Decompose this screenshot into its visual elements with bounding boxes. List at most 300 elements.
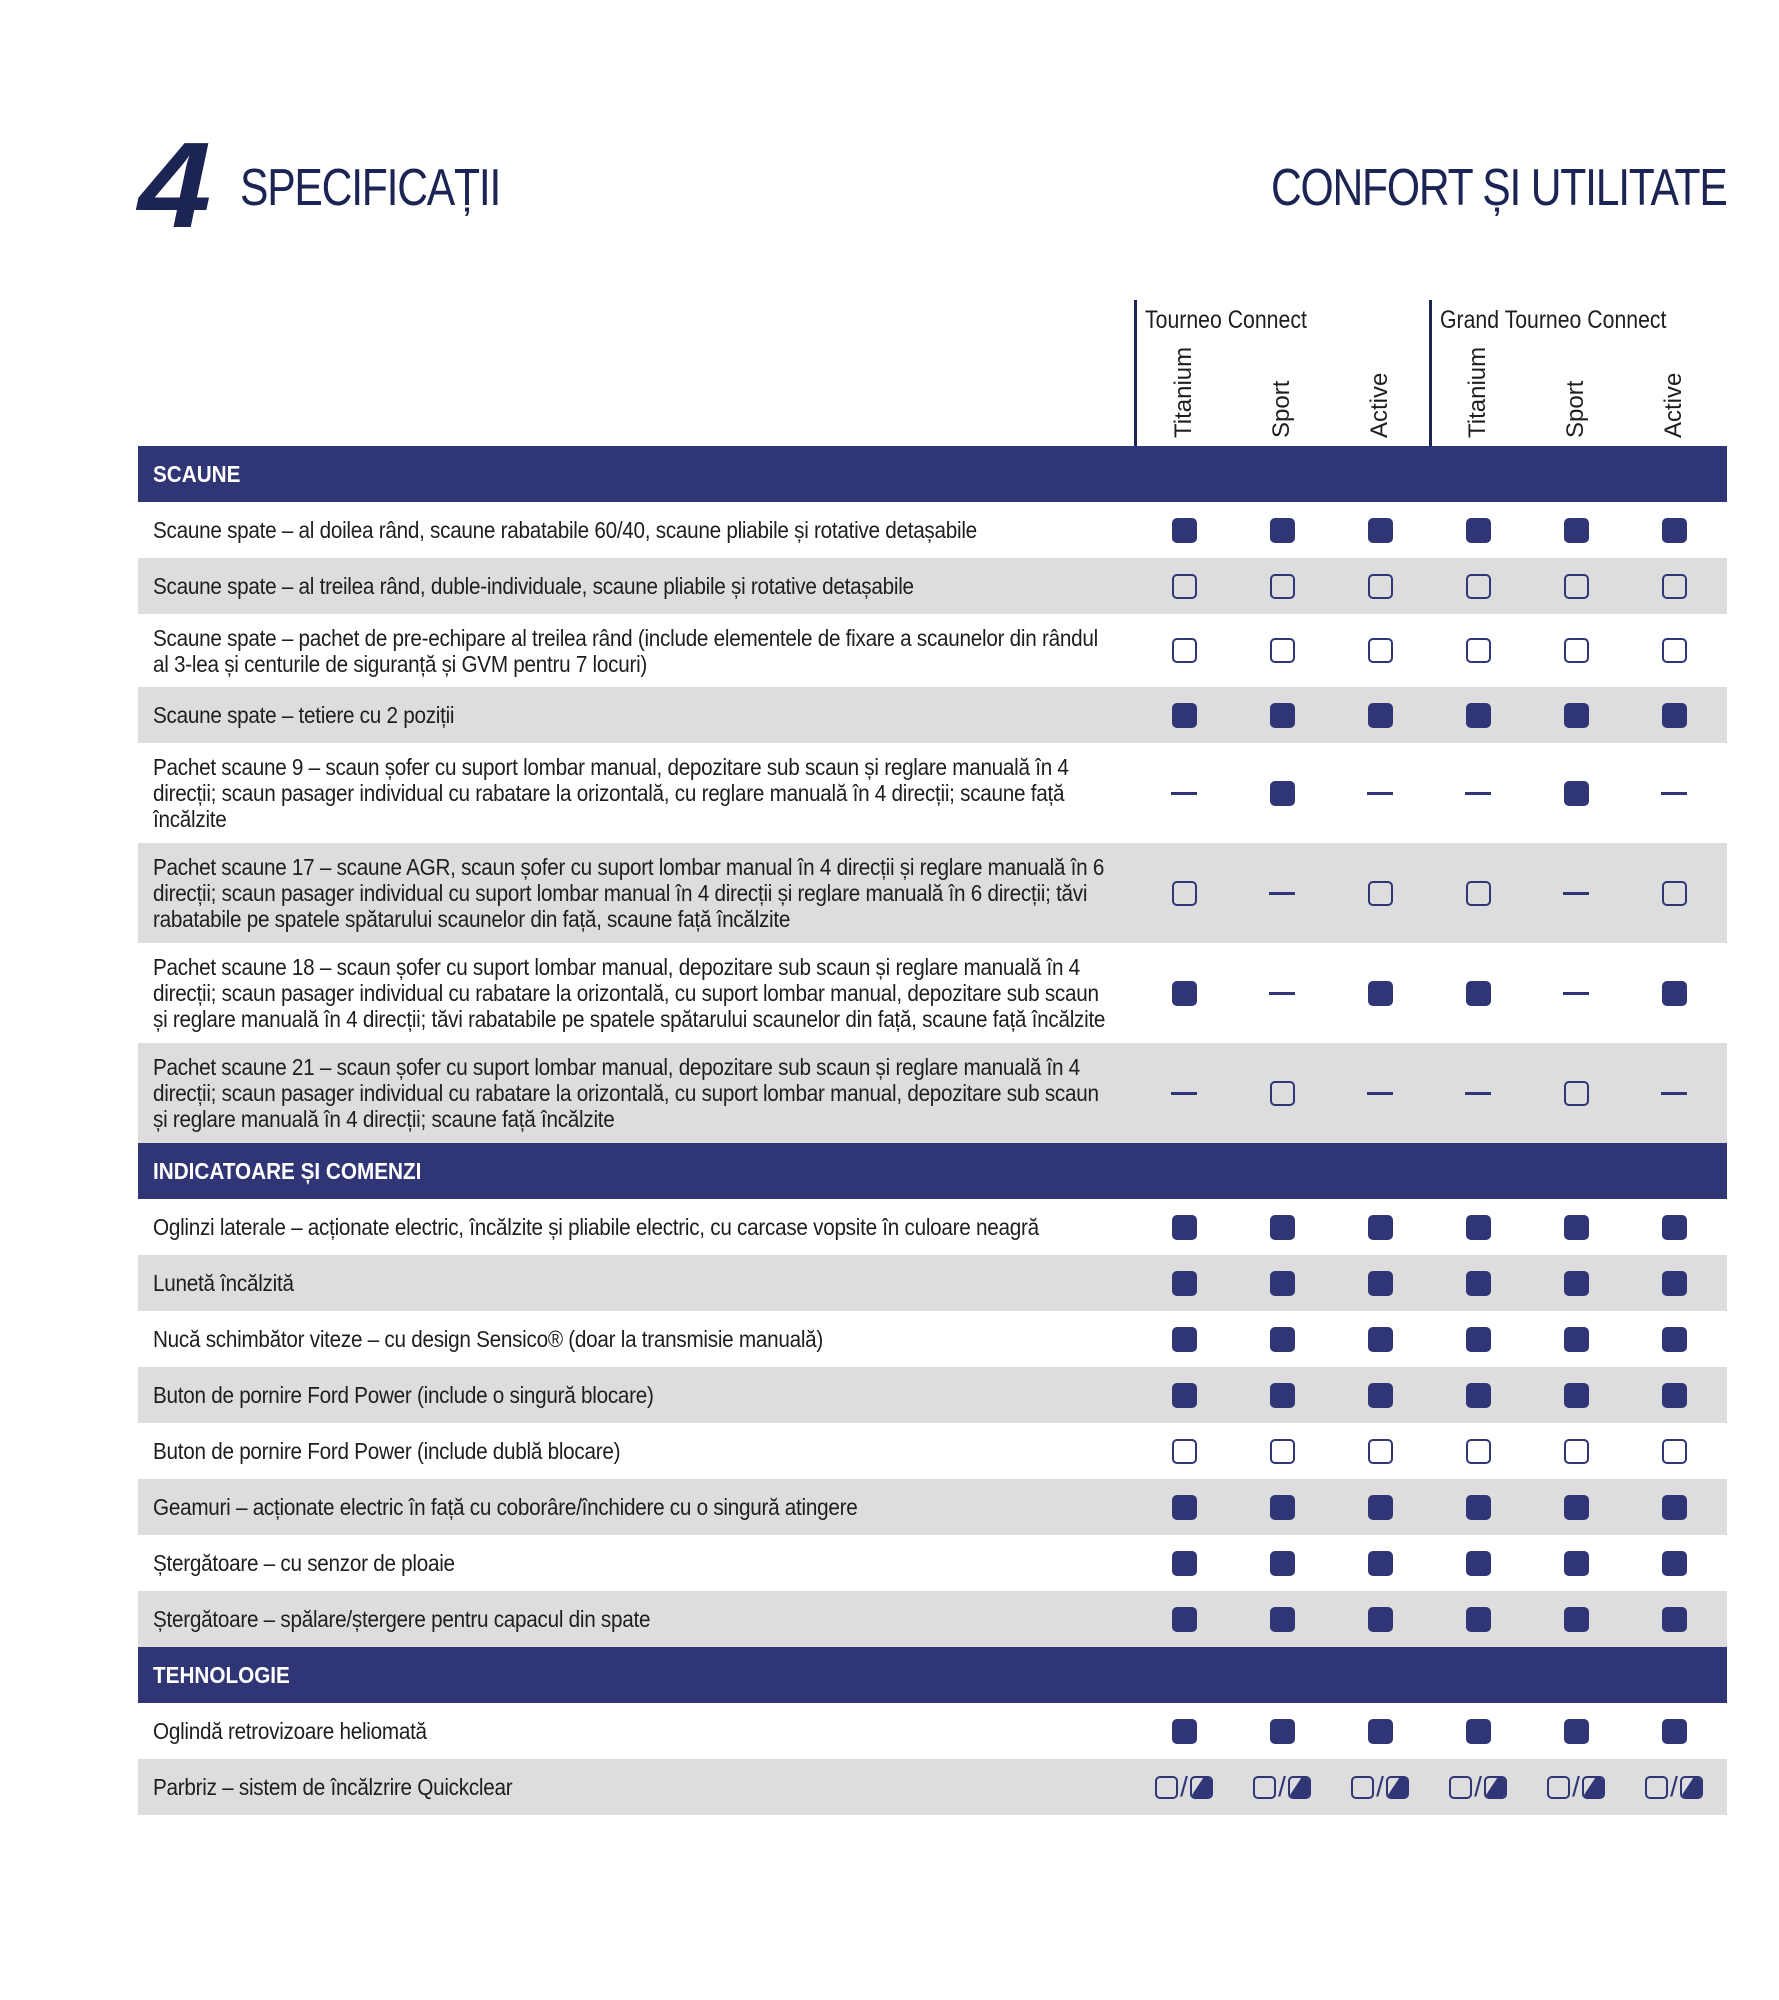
availability-cell — [1154, 1716, 1214, 1746]
availability-cell — [1644, 1716, 1704, 1746]
slash-separator: / — [1278, 1771, 1286, 1802]
optional-icon — [1270, 574, 1295, 599]
availability-cell — [1252, 1324, 1312, 1354]
availability-cell — [1448, 1772, 1508, 1802]
availability-cell — [1350, 700, 1410, 730]
optional-icon — [1564, 574, 1589, 599]
optional-icon — [1351, 1776, 1374, 1799]
standard-icon — [1466, 981, 1491, 1006]
standard-icon — [1564, 781, 1589, 806]
feature-text: Nucă schimbător viteze – cu design Sensico® (doar la transmisie manuală) — [153, 1326, 824, 1352]
feature-label — [153, 754, 1113, 832]
availability-cell — [1448, 778, 1508, 808]
section-title: INDICATOARE ȘI COMENZI — [153, 1158, 422, 1184]
feature-text: Scaune spate – pachet de pre-echipare al treilea rând (include elementele de fixare a scaunelor din rândul al 3-lea și centurile de siguranță și GVM pentru 7 locuri) — [153, 624, 1098, 677]
standard-icon — [1270, 781, 1295, 806]
standard-icon — [1466, 1271, 1491, 1296]
availability-cell — [1154, 778, 1214, 808]
standard-icon — [1172, 518, 1197, 543]
standard-icon — [1662, 981, 1687, 1006]
section-title: SCAUNE — [153, 461, 241, 487]
feature-label — [153, 1214, 1113, 1240]
availability-cell — [1350, 778, 1410, 808]
feature-label — [153, 1382, 1113, 1408]
section-header — [138, 1143, 1727, 1199]
availability-cell — [1252, 636, 1312, 666]
availability-cell — [1644, 878, 1704, 908]
feature-text: Pachet scaune 18 – scaun șofer cu suport lombar manual, depozitare sub scaun și reglare manuală în 4 direcții; scaun pasager individual cu rabatare la orizontală, cu suport lombar manual, depozitare sub scaun și reglare manuală în 4 direcții; tăvi rabatabile pe spatele spătarului scaunelor din față, scaune față încălzite — [153, 954, 1106, 1032]
standard-icon — [1270, 1215, 1295, 1240]
standard-icon — [1368, 1607, 1393, 1632]
availability-cell — [1154, 878, 1214, 908]
standard-icon — [1368, 1551, 1393, 1576]
standard-icon — [1466, 518, 1491, 543]
standard-icon — [1662, 1607, 1687, 1632]
availability-cell — [1644, 1604, 1704, 1634]
not-available-icon — [1563, 992, 1589, 995]
section-header — [138, 1647, 1727, 1703]
availability-cell — [1546, 1548, 1606, 1578]
feature-text: Scaune spate – al doilea rând, scaune rabatabile 60/40, scaune pliabile și rotative detașabile — [153, 517, 977, 543]
standard-icon — [1662, 1271, 1687, 1296]
availability-cell — [1154, 1324, 1214, 1354]
standard-icon — [1270, 1495, 1295, 1520]
table-row — [138, 943, 1727, 1043]
feature-text: Lunetă încălzită — [153, 1270, 294, 1296]
optional-icon — [1270, 1439, 1295, 1464]
standard-icon — [1368, 1383, 1393, 1408]
standard-icon — [1662, 518, 1687, 543]
slash-separator: / — [1376, 1771, 1384, 1802]
standard-icon — [1368, 703, 1393, 728]
standard-icon — [1564, 1719, 1589, 1744]
standard-icon — [1662, 1719, 1687, 1744]
variant-header — [1164, 338, 1204, 438]
availability-cell — [1154, 1380, 1214, 1410]
availability-cell — [1154, 1268, 1214, 1298]
feature-text: Scaune spate – tetiere cu 2 poziții — [153, 702, 455, 728]
table-row — [138, 843, 1727, 943]
availability-cell — [1252, 1380, 1312, 1410]
availability-cell — [1448, 1436, 1508, 1466]
slash-separator: / — [1670, 1771, 1678, 1802]
standard-icon — [1368, 1495, 1393, 1520]
optional-icon — [1270, 638, 1295, 663]
variant-label: Active — [1660, 372, 1687, 438]
standard-icon — [1564, 1327, 1589, 1352]
feature-text: Pachet scaune 21 – scaun șofer cu suport lombar manual, depozitare sub scaun și reglare manuală în 4 direcții; scaun pasager individual cu rabatare la orizontală, cu suport lombar manual, depozitare sub scaun și reglare manuală în 4 direcții; scaune față încălzite — [153, 1054, 1099, 1132]
feature-label — [153, 1054, 1113, 1132]
availability-cell — [1350, 636, 1410, 666]
availability-cell — [1448, 1548, 1508, 1578]
availability-cell — [1644, 1324, 1704, 1354]
feature-label — [153, 573, 1113, 599]
availability-cell — [1448, 1380, 1508, 1410]
optional-icon — [1155, 1776, 1178, 1799]
feature-text: Oglindă retrovizoare heliomată — [153, 1718, 427, 1744]
availability-cell — [1448, 1604, 1508, 1634]
availability-cell — [1546, 1078, 1606, 1108]
standard-icon — [1368, 1327, 1393, 1352]
table-row — [138, 687, 1727, 743]
availability-cell — [1546, 778, 1606, 808]
standard-icon — [1662, 1327, 1687, 1352]
availability-cell — [1546, 571, 1606, 601]
availability-cell — [1154, 1078, 1214, 1108]
standard-icon — [1466, 1383, 1491, 1408]
half-filled-icon — [1190, 1776, 1213, 1799]
availability-cell — [1448, 1492, 1508, 1522]
availability-cell — [1350, 1492, 1410, 1522]
optional-icon — [1662, 574, 1687, 599]
feature-text: Pachet scaune 9 – scaun șofer cu suport lombar manual, depozitare sub scaun și reglare manuală în 4 direcții; scaun pasager individual cu rabatare la orizontală, cu reglare manuală în 4 direcții; scaune față încălzite — [153, 754, 1069, 832]
standard-icon — [1368, 1215, 1393, 1240]
availability-cell — [1546, 1212, 1606, 1242]
availability-cell — [1546, 1380, 1606, 1410]
not-available-icon — [1465, 1092, 1491, 1095]
standard-icon — [1466, 1495, 1491, 1520]
feature-text: Buton de pornire Ford Power (include dublă blocare) — [153, 1438, 621, 1464]
availability-cell — [1448, 1078, 1508, 1108]
half-filled-icon — [1484, 1776, 1507, 1799]
standard-icon — [1172, 1551, 1197, 1576]
optional-icon — [1466, 574, 1491, 599]
feature-text: Ștergătoare – spălare/ștergere pentru capacul din spate — [153, 1606, 651, 1632]
variant-label: Sport — [1268, 380, 1295, 438]
availability-cell — [1644, 1492, 1704, 1522]
variant-label: Active — [1366, 372, 1393, 438]
optional-standard-icon — [1547, 1773, 1605, 1801]
availability-cell — [1252, 1548, 1312, 1578]
standard-icon — [1172, 981, 1197, 1006]
optional-icon — [1564, 1081, 1589, 1106]
slash-separator: / — [1572, 1771, 1580, 1802]
optional-icon — [1368, 1439, 1393, 1464]
variant-header — [1556, 338, 1596, 438]
section-header — [138, 446, 1727, 502]
table-row — [138, 743, 1727, 843]
optional-icon — [1172, 638, 1197, 663]
availability-cell — [1350, 1772, 1410, 1802]
table-row — [138, 614, 1727, 687]
standard-icon — [1466, 1719, 1491, 1744]
feature-label — [153, 1438, 1113, 1464]
optional-standard-icon — [1351, 1773, 1409, 1801]
availability-cell — [1644, 1772, 1704, 1802]
standard-icon — [1564, 1495, 1589, 1520]
availability-cell — [1644, 636, 1704, 666]
availability-cell — [1350, 1548, 1410, 1578]
optional-standard-icon — [1645, 1773, 1703, 1801]
table-row — [138, 1759, 1727, 1815]
availability-cell — [1252, 1772, 1312, 1802]
not-available-icon — [1269, 992, 1295, 995]
availability-cell — [1644, 571, 1704, 601]
availability-cell — [1644, 1548, 1704, 1578]
optional-icon — [1564, 638, 1589, 663]
optional-icon — [1645, 1776, 1668, 1799]
availability-cell — [1644, 778, 1704, 808]
not-available-icon — [1171, 1092, 1197, 1095]
availability-cell — [1154, 978, 1214, 1008]
availability-cell — [1350, 1380, 1410, 1410]
variant-label: Titanium — [1464, 346, 1491, 438]
availability-cell — [1252, 1212, 1312, 1242]
feature-label — [153, 1270, 1113, 1296]
availability-cell — [1154, 1436, 1214, 1466]
optional-standard-icon — [1449, 1773, 1507, 1801]
availability-cell — [1448, 1716, 1508, 1746]
group-label: Tourneo Connect — [1145, 306, 1307, 334]
availability-cell — [1644, 1268, 1704, 1298]
table-row — [138, 1591, 1727, 1647]
standard-icon — [1172, 1271, 1197, 1296]
feature-text: Buton de pornire Ford Power (include o singură blocare) — [153, 1382, 654, 1408]
availability-cell — [1350, 978, 1410, 1008]
feature-label — [153, 1494, 1113, 1520]
availability-cell — [1154, 1604, 1214, 1634]
table-row — [138, 1535, 1727, 1591]
table-row — [138, 558, 1727, 614]
page-header — [138, 117, 1727, 253]
standard-icon — [1466, 703, 1491, 728]
feature-label — [153, 702, 1113, 728]
chapter-number: 4 — [138, 117, 207, 253]
optional-icon — [1368, 881, 1393, 906]
availability-cell — [1252, 1716, 1312, 1746]
optional-icon — [1466, 1439, 1491, 1464]
standard-icon — [1172, 1215, 1197, 1240]
availability-cell — [1252, 700, 1312, 730]
standard-icon — [1564, 1271, 1589, 1296]
optional-standard-icon — [1155, 1773, 1213, 1801]
availability-cell — [1350, 1436, 1410, 1466]
optional-icon — [1466, 881, 1491, 906]
availability-cell — [1252, 571, 1312, 601]
feature-label — [153, 1606, 1113, 1632]
not-available-icon — [1367, 792, 1393, 795]
availability-cell — [1644, 1436, 1704, 1466]
optional-icon — [1662, 1439, 1687, 1464]
availability-cell — [1154, 515, 1214, 545]
availability-cell — [1350, 1268, 1410, 1298]
standard-icon — [1662, 1495, 1687, 1520]
table-row — [138, 1199, 1727, 1255]
availability-cell — [1350, 1716, 1410, 1746]
availability-cell — [1448, 878, 1508, 908]
availability-cell — [1252, 778, 1312, 808]
variant-label: Sport — [1562, 380, 1589, 438]
availability-cell — [1154, 1772, 1214, 1802]
optional-icon — [1253, 1776, 1276, 1799]
standard-icon — [1270, 518, 1295, 543]
variant-label: Titanium — [1170, 346, 1197, 438]
standard-icon — [1662, 1383, 1687, 1408]
availability-cell — [1448, 700, 1508, 730]
optional-icon — [1368, 638, 1393, 663]
availability-cell — [1644, 1078, 1704, 1108]
variant-header — [1262, 338, 1302, 438]
availability-cell — [1644, 700, 1704, 730]
half-filled-icon — [1288, 1776, 1311, 1799]
not-available-icon — [1661, 1092, 1687, 1095]
optional-icon — [1662, 638, 1687, 663]
availability-cell — [1546, 1324, 1606, 1354]
standard-icon — [1270, 1383, 1295, 1408]
availability-cell — [1252, 1436, 1312, 1466]
availability-cell — [1644, 1380, 1704, 1410]
optional-icon — [1662, 881, 1687, 906]
standard-icon — [1368, 981, 1393, 1006]
feature-text: Parbriz – sistem de încălzrire Quickclear — [153, 1774, 513, 1800]
optional-icon — [1449, 1776, 1472, 1799]
page-subtitle: CONFORT ȘI UTILITATE — [1271, 159, 1727, 217]
availability-cell — [1252, 1492, 1312, 1522]
availability-cell — [1252, 1268, 1312, 1298]
standard-icon — [1466, 1607, 1491, 1632]
optional-icon — [1270, 1081, 1295, 1106]
optional-icon — [1564, 1439, 1589, 1464]
standard-icon — [1564, 703, 1589, 728]
standard-icon — [1172, 703, 1197, 728]
feature-label — [153, 1326, 1113, 1352]
availability-cell — [1154, 636, 1214, 666]
half-filled-icon — [1582, 1776, 1605, 1799]
table-body — [138, 446, 1727, 1815]
standard-icon — [1368, 1719, 1393, 1744]
feature-text: Pachet scaune 17 – scaune AGR, scaun șofer cu suport lombar manual în 4 direcții și reglare manuală în 6 direcții; scaun pasager individual cu suport lombar manual în 4 direcții și reglare manuală în 6 direcții; tăvi rabatabile pe spatele spătarului scaunelor din față, scaune față încălzite — [153, 854, 1105, 932]
standard-icon — [1564, 1215, 1589, 1240]
not-available-icon — [1171, 792, 1197, 795]
not-available-icon — [1367, 1092, 1393, 1095]
slash-separator: / — [1474, 1771, 1482, 1802]
availability-cell — [1546, 636, 1606, 666]
standard-icon — [1466, 1327, 1491, 1352]
standard-icon — [1662, 1215, 1687, 1240]
standard-icon — [1466, 1215, 1491, 1240]
table-row — [138, 1311, 1727, 1367]
availability-cell — [1154, 700, 1214, 730]
availability-cell — [1350, 1212, 1410, 1242]
variant-header — [1654, 338, 1694, 438]
feature-text: Geamuri – acționate electric în față cu coborâre/închidere cu o singură atingere — [153, 1494, 858, 1520]
table-row — [138, 1423, 1727, 1479]
feature-label — [153, 954, 1113, 1032]
standard-icon — [1270, 1607, 1295, 1632]
not-available-icon — [1563, 892, 1589, 895]
slash-separator: / — [1180, 1771, 1188, 1802]
table-row — [138, 1255, 1727, 1311]
feature-text: Scaune spate – al treilea rând, duble-individuale, scaune pliabile și rotative detașabile — [153, 573, 914, 599]
not-available-icon — [1269, 892, 1295, 895]
half-filled-icon — [1680, 1776, 1703, 1799]
standard-icon — [1564, 1607, 1589, 1632]
availability-cell — [1546, 1772, 1606, 1802]
availability-cell — [1154, 1492, 1214, 1522]
standard-icon — [1564, 1383, 1589, 1408]
availability-cell — [1546, 700, 1606, 730]
variant-header — [1360, 338, 1400, 438]
standard-icon — [1270, 703, 1295, 728]
availability-cell — [1448, 571, 1508, 601]
group-label: Grand Tourneo Connect — [1440, 306, 1667, 334]
availability-cell — [1546, 1268, 1606, 1298]
feature-label — [153, 625, 1113, 677]
not-available-icon — [1661, 792, 1687, 795]
table-row — [138, 502, 1727, 558]
optional-standard-icon — [1253, 1773, 1311, 1801]
standard-icon — [1172, 1383, 1197, 1408]
standard-icon — [1662, 1551, 1687, 1576]
availability-cell — [1252, 1604, 1312, 1634]
availability-cell — [1546, 878, 1606, 908]
availability-cell — [1546, 978, 1606, 1008]
standard-icon — [1270, 1551, 1295, 1576]
feature-text: Ștergătoare – cu senzor de ploaie — [153, 1550, 455, 1576]
not-available-icon — [1465, 792, 1491, 795]
availability-cell — [1252, 978, 1312, 1008]
optional-icon — [1172, 1439, 1197, 1464]
availability-cell — [1350, 1324, 1410, 1354]
availability-cell — [1546, 1716, 1606, 1746]
availability-cell — [1350, 571, 1410, 601]
availability-cell — [1350, 878, 1410, 908]
availability-cell — [1252, 878, 1312, 908]
availability-cell — [1546, 515, 1606, 545]
table-row — [138, 1043, 1727, 1143]
availability-cell — [1448, 1212, 1508, 1242]
optional-icon — [1172, 881, 1197, 906]
table-row — [138, 1703, 1727, 1759]
standard-icon — [1270, 1327, 1295, 1352]
feature-label — [153, 1550, 1113, 1576]
optional-icon — [1547, 1776, 1570, 1799]
availability-cell — [1154, 571, 1214, 601]
section-title: SPECIFICAȚII — [240, 159, 501, 217]
standard-icon — [1564, 1551, 1589, 1576]
availability-cell — [1448, 1268, 1508, 1298]
column-header — [138, 300, 1727, 446]
standard-icon — [1270, 1271, 1295, 1296]
availability-cell — [1350, 1078, 1410, 1108]
availability-cell — [1154, 1548, 1214, 1578]
availability-cell — [1350, 1604, 1410, 1634]
availability-cell — [1546, 1604, 1606, 1634]
feature-label — [153, 1774, 1113, 1800]
table-row — [138, 1479, 1727, 1535]
half-filled-icon — [1386, 1776, 1409, 1799]
feature-text: Oglinzi laterale – acționate electric, încălzite și pliabile electric, cu carcase vopsite în culoare neagră — [153, 1214, 1039, 1240]
availability-cell — [1644, 978, 1704, 1008]
availability-cell — [1252, 515, 1312, 545]
availability-cell — [1546, 1436, 1606, 1466]
standard-icon — [1466, 1551, 1491, 1576]
optional-icon — [1368, 574, 1393, 599]
availability-cell — [1350, 515, 1410, 545]
standard-icon — [1172, 1327, 1197, 1352]
section-title: TEHNOLOGIE — [153, 1662, 290, 1688]
availability-cell — [1448, 978, 1508, 1008]
standard-icon — [1172, 1495, 1197, 1520]
table-row — [138, 1367, 1727, 1423]
standard-icon — [1172, 1607, 1197, 1632]
standard-icon — [1368, 1271, 1393, 1296]
spec-table — [138, 300, 1727, 1815]
standard-icon — [1172, 1719, 1197, 1744]
standard-icon — [1564, 518, 1589, 543]
availability-cell — [1644, 515, 1704, 545]
availability-cell — [1448, 1324, 1508, 1354]
